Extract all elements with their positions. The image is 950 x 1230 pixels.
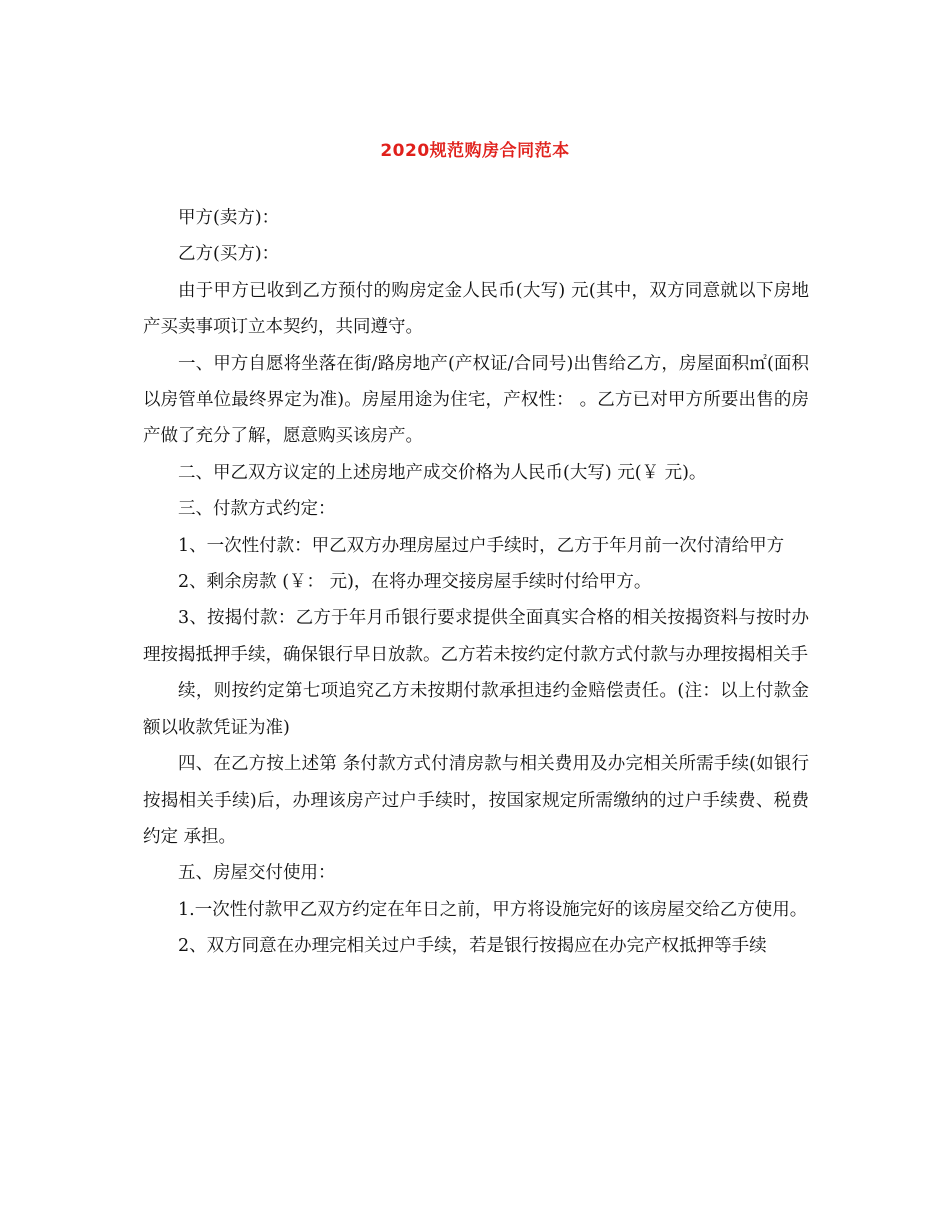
paragraph-clause-4: 四、在乙方按上述第 条付款方式付清房款与相关费用及办完相关所需手续(如银行按揭相关手续)后，办理该房产过户手续时，按国家规定所需缴纳的过户手续费、税费约定 承担。 [143, 754, 809, 847]
paragraph-clause-3-heading: 三、付款方式约定： [178, 499, 336, 520]
paragraph-clause-5-item-2: 2、双方同意在办理完相关过户手续，若是银行按揭应在办完产权抵押等手续 [178, 936, 767, 957]
document-title: 2020规范购房合同范本 [380, 141, 570, 161]
paragraph-party-a: 甲方(卖方)： [178, 208, 280, 228]
paragraph-clause-1: 一、甲方自愿将坐落在街/路房地产(产权证/合同号)出售给乙方，房屋面积㎡(面积以房管单位最终界定为准)。房屋用途为住宅，产权性： 。乙方已对甲方所要出售的房产做了充分了解，愿意购买该房产。 [143, 353, 809, 447]
paragraph-clause-5-heading: 五、房屋交付使用： [178, 863, 336, 884]
paragraph-clause-3-item-3: 3、按揭付款：乙方于年月币银行要求提供全面真实合格的相关按揭资料与按时办理按揭抵押手续，确保银行早日放款。乙方若未按约定付款方式付款与办理按揭相关手 [143, 608, 809, 665]
document-body [143, 200, 809, 965]
paragraph-party-b: 乙方(买方)： [178, 244, 280, 265]
paragraph-clause-3-item-2: 2、剩余房款 (￥： 元)，在将办理交接房屋手续时付给甲方。 [178, 572, 652, 593]
paragraph-preamble: 由于甲方已收到乙方预付的购房定金人民币(大写) 元(其中，双方同意就以下房地产买卖事项订立本契约，共同遵守。 [143, 280, 809, 338]
paragraph-clause-3-item-1: 1、一次性付款：甲乙双方办理房屋过户手续时，乙方于年月前一次付清给甲方 [178, 535, 785, 556]
paragraph-clause-5-item-1: 1.一次性付款甲乙双方约定在年日之前，甲方将设施完好的该房屋交给乙方使用。 [178, 899, 808, 920]
paragraph-clause-3-continued: 续，则按约定第七项追究乙方未按期付款承担违约金赔偿责任。(注：以上付款金额以收款凭证为准) [143, 681, 809, 738]
paragraph-clause-2: 二、甲乙双方议定的上述房地产成交价格为人民币(大写) 元(￥ 元)。 [178, 462, 707, 483]
